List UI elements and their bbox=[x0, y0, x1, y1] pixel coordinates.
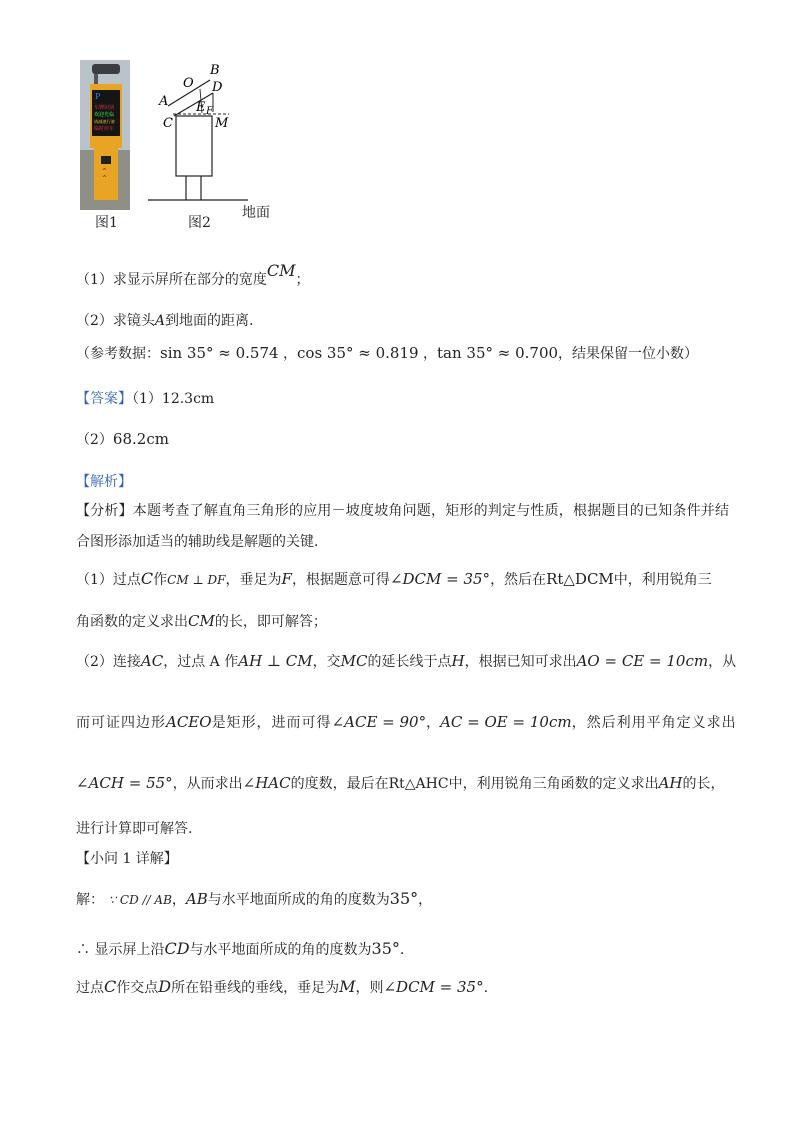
label-c: C bbox=[163, 116, 173, 131]
figure-2-diagram bbox=[140, 55, 280, 225]
text-run: ，根据题意可得 bbox=[291, 572, 390, 588]
analysis-paragraph-1: 【分析】本题考查了解直角三角形的应用－坡度坡角问题，矩形的判定与性质，根据题目的已知条件并结 bbox=[76, 503, 730, 519]
detail-line-1 bbox=[76, 888, 432, 911]
reference-sep-1: ， bbox=[283, 346, 298, 362]
text-run: . bbox=[399, 942, 405, 958]
math-run: AH ⊥ CM bbox=[238, 652, 313, 670]
text-run: ∴ 显示屏上沿 bbox=[76, 942, 165, 958]
analysis-step-1-line-2 bbox=[76, 610, 327, 633]
math-run: AH bbox=[658, 774, 683, 792]
text-run: 过点 bbox=[76, 980, 104, 996]
question-1-text: （1）求显示屏所在部分的宽度 bbox=[76, 272, 267, 288]
reference-sin: sin 35° ≈ 0.574 bbox=[160, 344, 279, 362]
text-run: ，从而求出 bbox=[172, 776, 243, 792]
math-run: MC bbox=[340, 652, 368, 670]
question-2 bbox=[76, 310, 254, 332]
label-d: D bbox=[212, 80, 223, 95]
screen-line-1: 车牌识别 bbox=[94, 105, 115, 111]
screen-line-3: 请减速行驶 bbox=[94, 119, 115, 124]
arrow-icon: ^ bbox=[102, 175, 108, 182]
label-o: O bbox=[183, 76, 194, 91]
answer-line-2 bbox=[76, 428, 169, 451]
reference-sep-2: ， bbox=[423, 346, 437, 362]
text-run: ， bbox=[426, 715, 441, 731]
label-e: E bbox=[196, 100, 206, 115]
answer-line-1 bbox=[76, 388, 214, 410]
text-run: ，过点 A 作 bbox=[163, 654, 239, 670]
reference-cos: cos 35° ≈ 0.819 bbox=[297, 344, 419, 362]
answer-1-value: 12.3cm bbox=[161, 391, 215, 407]
screen-line-0: P bbox=[95, 92, 101, 101]
label-a: A bbox=[159, 94, 169, 109]
math-run: AC = OE = 10cm bbox=[440, 713, 572, 731]
reference-data bbox=[76, 342, 698, 365]
answer-2-value: 68.2cm bbox=[112, 430, 169, 448]
analysis-heading bbox=[76, 471, 132, 493]
math-run: Rt△DCM bbox=[546, 570, 614, 588]
reference-tan: tan 35° ≈ 0.700 bbox=[437, 344, 559, 362]
label-b: B bbox=[210, 63, 220, 78]
question-2-text: （2）求镜头 bbox=[76, 313, 155, 329]
answer-tag: 【答案】 bbox=[76, 391, 132, 407]
text-run: 的度数，最后在 bbox=[290, 776, 389, 792]
math-run: AO = CE = 10cm bbox=[576, 652, 709, 670]
text-run: . bbox=[483, 980, 489, 996]
text-run: 中，利用锐角三 bbox=[613, 572, 712, 588]
math-run: ∠DCM = 35° bbox=[383, 978, 484, 996]
text-run: 中，利用锐角三角函数的定义求出 bbox=[448, 776, 659, 792]
answer-1-num: （1） bbox=[132, 391, 162, 407]
math-run: D bbox=[158, 977, 172, 996]
math-run: M bbox=[339, 977, 356, 996]
math-run: 35° bbox=[389, 889, 419, 908]
math-run: CM bbox=[188, 612, 215, 630]
text-run: 而可证四边形 bbox=[76, 715, 166, 731]
detail-heading: 【小问 1 详解】 bbox=[76, 851, 178, 867]
text-run: （1）过点 bbox=[76, 572, 141, 588]
question-2-var: A bbox=[154, 313, 166, 329]
figure-1-caption: 图1 bbox=[95, 215, 118, 231]
label-f: F bbox=[206, 106, 213, 117]
question-1-end: ； bbox=[295, 272, 310, 288]
math-run: AB bbox=[185, 890, 208, 908]
screen-line-2: 欢迎光临 bbox=[94, 112, 115, 118]
analysis-step-1-line-1 bbox=[76, 568, 712, 591]
text-run: ，根据已知可求出 bbox=[464, 654, 577, 670]
analysis-step-2-line-2 bbox=[76, 711, 737, 734]
arrow-icon: ^ bbox=[102, 168, 108, 175]
math-run: ∠ACE = 90° bbox=[331, 713, 427, 731]
text-run: 的长， bbox=[682, 776, 725, 792]
camera-icon bbox=[92, 64, 120, 74]
cabinet-rect bbox=[176, 116, 212, 176]
analysis-step-2-line-1 bbox=[76, 650, 736, 673]
math-run: F bbox=[281, 570, 292, 588]
text-run: 作 bbox=[153, 572, 168, 588]
text-run: 角函数的定义求出 bbox=[76, 614, 188, 630]
keypad-icon bbox=[101, 156, 111, 164]
text-run: 与水平地面所成的角的度数为 bbox=[189, 942, 372, 958]
math-run: ∠HAC bbox=[242, 774, 291, 792]
figure-1-illustration bbox=[80, 60, 130, 210]
text-run: 解： bbox=[76, 892, 104, 908]
math-run: CM ⊥ DF bbox=[167, 573, 226, 587]
analysis-tag: 【解析】 bbox=[76, 474, 132, 490]
text-run: 的延长线于点 bbox=[367, 654, 452, 670]
detail-line-3 bbox=[76, 976, 488, 999]
question-2-suffix: 到地面的距离. bbox=[165, 313, 254, 329]
math-run: C bbox=[104, 977, 117, 996]
text-run: ， bbox=[418, 892, 433, 908]
text-run: ，交 bbox=[312, 654, 341, 670]
math-run: 35° bbox=[371, 939, 400, 958]
question-1 bbox=[76, 261, 310, 291]
text-run: 与水平地面所成的角的度数为 bbox=[207, 892, 390, 908]
text-run: ，则 bbox=[355, 980, 384, 996]
analysis-step-2-line-4: 进行计算即可解答. bbox=[76, 821, 193, 837]
text-run: 的长，即可解答； bbox=[214, 614, 327, 630]
math-run: ∠ACH = 55° bbox=[76, 774, 173, 792]
reference-prefix: （参考数据： bbox=[76, 346, 160, 362]
math-run: AC bbox=[140, 652, 164, 670]
math-run: ∵ CD // AB bbox=[108, 893, 172, 907]
question-1-var: CM bbox=[266, 261, 296, 280]
text-run: 作交点 bbox=[116, 980, 159, 996]
answer-2-num: （2） bbox=[76, 432, 113, 448]
analysis-step-2-line-3 bbox=[76, 772, 725, 795]
camera-mount bbox=[94, 74, 98, 84]
label-m: M bbox=[215, 116, 229, 131]
math-run: ∠DCM = 35° bbox=[389, 570, 491, 588]
math-run: ACEO bbox=[166, 713, 212, 731]
detail-line-2 bbox=[76, 938, 404, 961]
figure-2-caption: 图2 bbox=[188, 215, 211, 231]
math-run: Rt△AHC bbox=[388, 776, 449, 792]
text-run: 是矩形，进而可得 bbox=[211, 715, 332, 731]
analysis-paragraph-2: 合图形添加适当的辅助线是解题的关键. bbox=[76, 534, 319, 550]
text-run: ，然后利用平角定义求出 bbox=[571, 715, 737, 731]
screen-line-4: 临时停车 bbox=[94, 126, 115, 132]
text-run: ，然后在 bbox=[490, 572, 547, 588]
text-run: （2）连接 bbox=[76, 654, 141, 670]
text-run: ，从 bbox=[708, 654, 737, 670]
text-run: ，垂足为 bbox=[225, 572, 282, 588]
math-run: CD bbox=[164, 939, 190, 958]
math-run: H bbox=[451, 652, 465, 670]
text-run: ， bbox=[171, 892, 186, 908]
reference-suffix: ，结果保留一位小数） bbox=[558, 346, 699, 362]
math-run: C bbox=[140, 569, 154, 588]
ground-label: 地面 bbox=[242, 205, 270, 221]
text-run: 所在铅垂线的垂线，垂足为 bbox=[171, 980, 340, 996]
